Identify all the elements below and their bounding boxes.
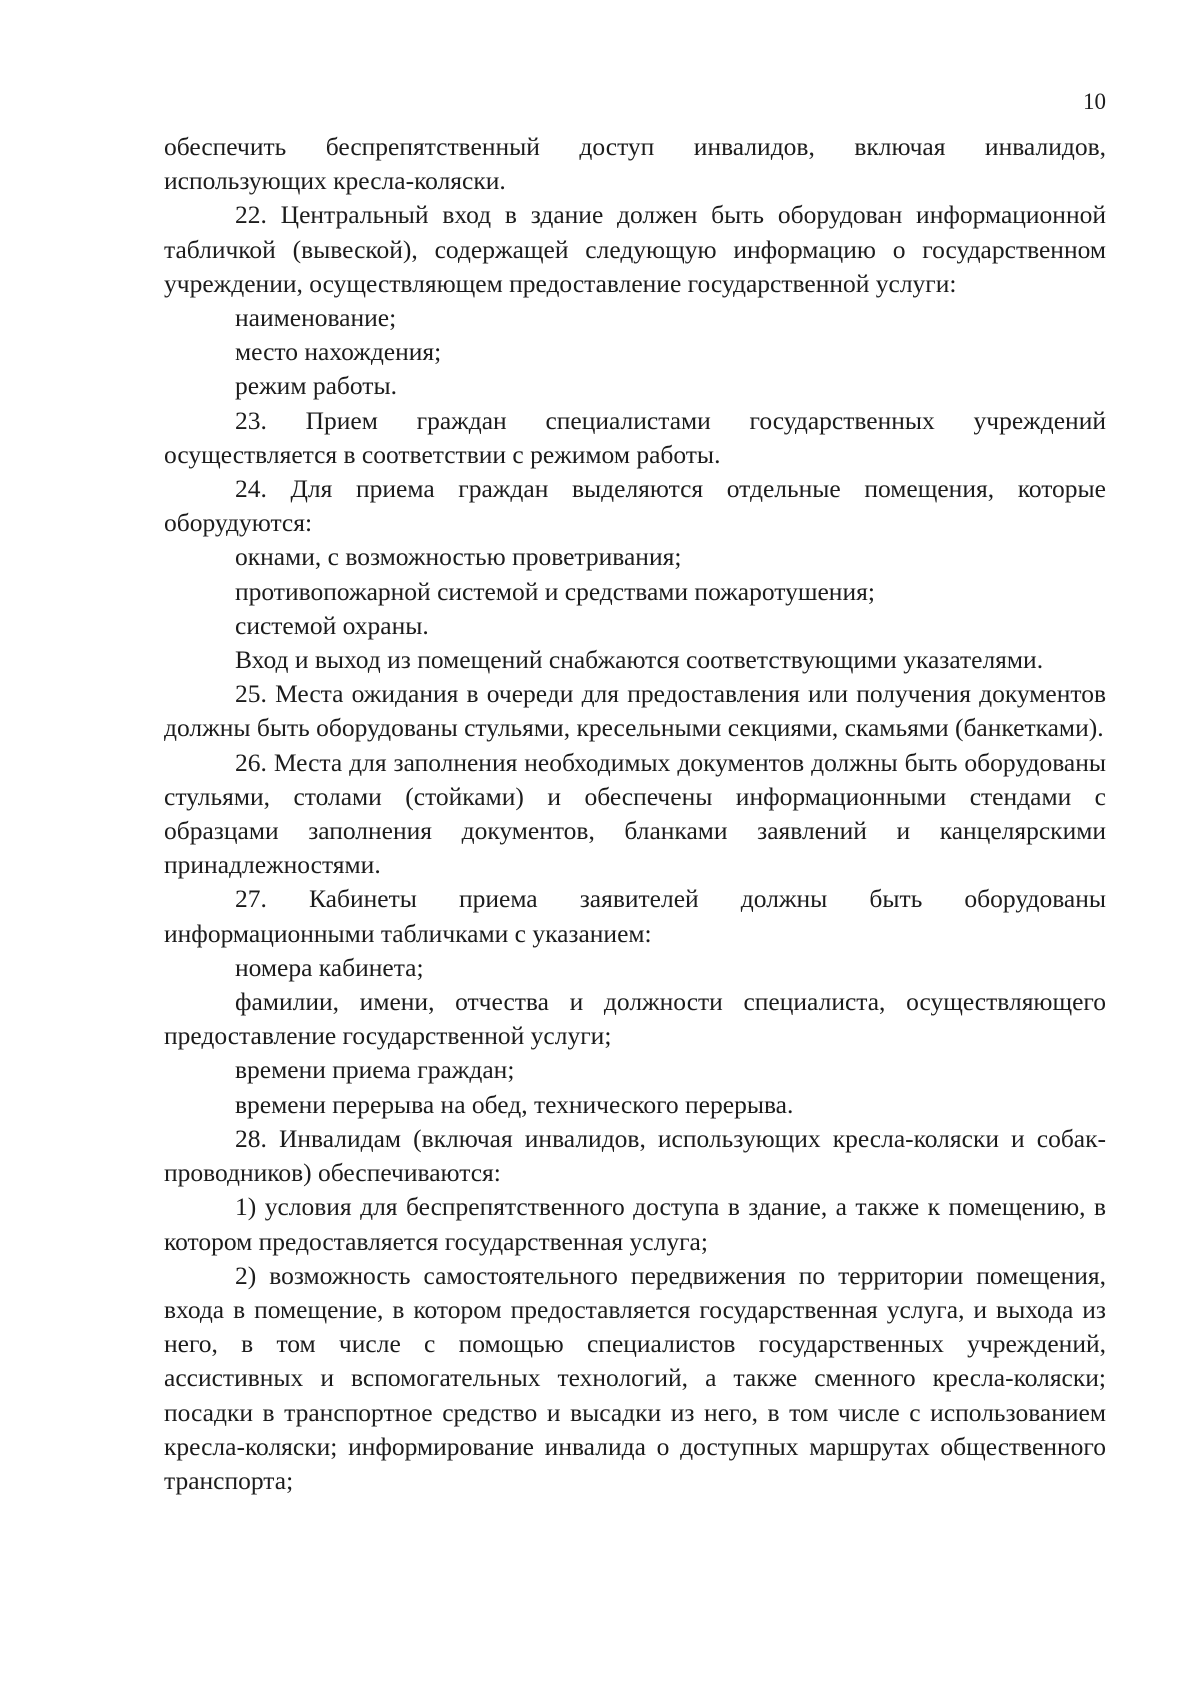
paragraph-28-item-1: 1) условия для беспрепятственного доступа в здание, а также к помещению, в котором предоставляется государственная услуга; — [164, 1192, 1106, 1256]
paragraph-24: 24. Для приема граждан выделяются отдельные помещения, которые оборудуются: — [164, 474, 1106, 538]
paragraph-28: 28. Инвалидам (включая инвалидов, использующих кресла-коляски и собак-проводников) обеспечиваются: — [164, 1123, 1106, 1188]
paragraph-22: 22. Центральный вход в здание должен быть оборудован информационной табличкой (вывеской), содержащей следующую информацию о государственном учреждении, осуществляющем предоставление государственной услуги: — [164, 200, 1106, 298]
list-item-fire-system: противопожарной системой и средствами пожаротушения; — [235, 576, 875, 606]
page-number: 10 — [1083, 89, 1106, 114]
list-item-windows: окнами, с возможностью проветривания; — [235, 542, 682, 572]
list-item-room-number: номера кабинета; — [235, 952, 424, 982]
list-item-name: наименование; — [235, 303, 397, 333]
list-item-specialist: фамилии, имени, отчества и должности специалиста, осуществляющего предоставление государственной услуги; — [164, 987, 1106, 1051]
list-item-security: системой охраны. — [235, 610, 429, 640]
document-body — [164, 130, 1106, 1498]
paragraph-25: 25. Места ожидания в очереди для предоставления или получения документов должны быть оборудованы стульями, кресельными секциями, скамьями (банкетками). — [164, 679, 1106, 743]
list-item-break-time: времени перерыва на обед, технического перерыва. — [235, 1089, 794, 1119]
list-item-location: место нахождения; — [235, 337, 442, 367]
paragraph-27: 27. Кабинеты приема заявителей должны быть оборудованы информационными табличками с указанием: — [164, 884, 1106, 948]
paragraph-signs: Вход и выход из помещений снабжаются соответствующими указателями. — [235, 645, 1044, 675]
paragraph-continuation: обеспечить беспрепятственный доступ инвалидов, включая инвалидов, использующих кресла-коляски. — [164, 132, 1106, 196]
list-item-schedule: режим работы. — [235, 371, 397, 401]
list-item-reception-time: времени приема граждан; — [235, 1055, 515, 1085]
paragraph-23: 23. Прием граждан специалистами государственных учреждений осуществляется в соответствии с режимом работы. — [164, 405, 1106, 469]
paragraph-26: 26. Места для заполнения необходимых документов должны быть оборудованы стульями, столами (стойками) и обеспечены информационными стендами с образцами заполнения документов, бланками заявлений и канцелярскими принадлежностями. — [164, 747, 1106, 880]
paragraph-28-item-2: 2) возможность самостоятельного передвижения по территории помещения, входа в помещение, в котором предоставляется государственная услуга, и выхода из него, в том числе с помощью специалистов государственных учреждений, ассистивных и вспомогательных технологий, а также сменного кресла-коляски; посадки в транспортное средство и высадки из него, в том числе с использованием кресла-коляски; информирование инвалида о доступных маршрутах общественного транспорта; — [164, 1260, 1106, 1495]
